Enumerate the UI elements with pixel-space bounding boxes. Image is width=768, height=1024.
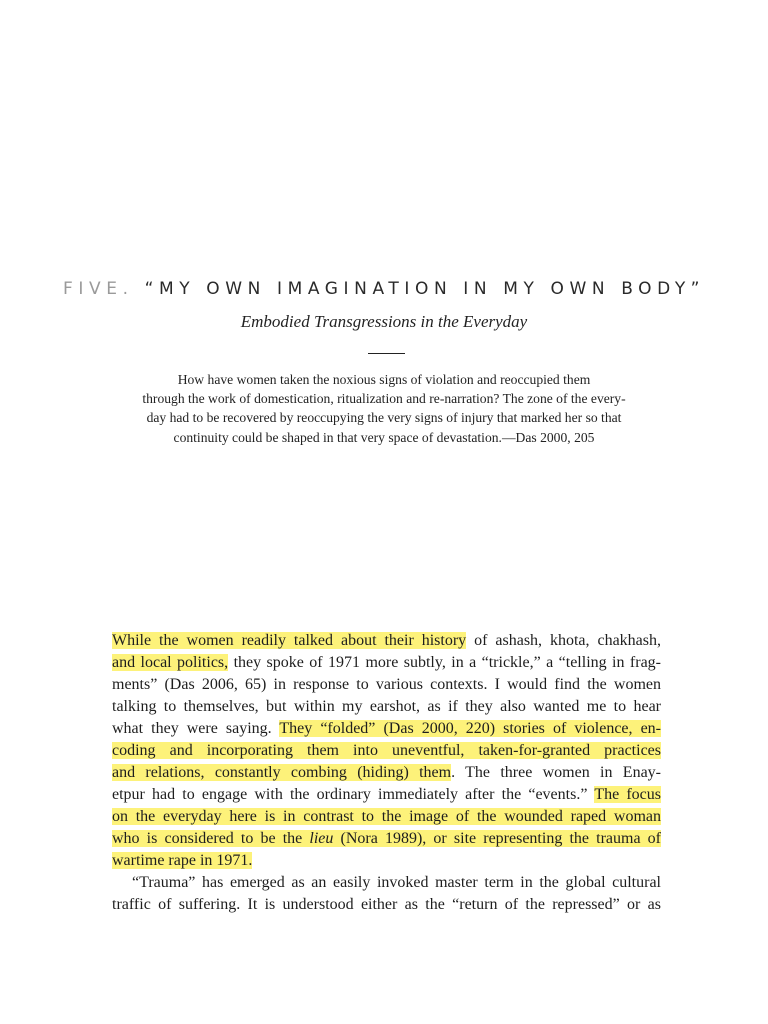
text-line bbox=[112, 718, 661, 740]
highlighted-text[interactable]: and local politics, bbox=[112, 654, 229, 671]
highlighted-text[interactable]: and relations, constantly combing (hiding) them bbox=[112, 764, 452, 781]
text-span: of ashash, khota, chakhash, bbox=[466, 632, 662, 649]
highlighted-text[interactable]: on the everyday here is in contrast to the image of the wounded raped woman bbox=[112, 808, 661, 825]
chapter-heading bbox=[0, 279, 768, 299]
text-line: “Trauma” has emerged as an easily invoked master term in the global cultural bbox=[132, 874, 661, 891]
text-line: ments” (Das 2006, 65) in response to various contexts. I would find the women bbox=[112, 676, 661, 693]
highlighted-text[interactable]: They “folded” (Das 2000, 220) stories of violence, en- bbox=[279, 720, 661, 737]
epigraph-line: How have women taken the noxious signs of violation and reoccupied them bbox=[177, 372, 591, 387]
text-line bbox=[112, 630, 661, 652]
text-span: etpur had to engage with the ordinary immediately after the “events.” bbox=[112, 786, 595, 803]
text-line: talking to themselves, but within my earshot, as if they also wanted me to hear bbox=[112, 698, 661, 715]
highlighted-text[interactable]: The focus bbox=[594, 786, 662, 803]
text-line bbox=[112, 784, 661, 806]
epigraph-line: day had to be recovered by reoccupying the very signs of injury that marked her so that bbox=[146, 410, 622, 426]
text-line bbox=[112, 806, 661, 828]
text-line bbox=[112, 828, 661, 850]
chapter-number: FIVE. bbox=[63, 279, 134, 299]
text-span: (Nora 1989), or site representing the trauma of bbox=[333, 830, 662, 847]
epigraph bbox=[100, 370, 668, 447]
text-line bbox=[112, 850, 661, 872]
chapter-title: “MY OWN IMAGINATION IN MY OWN BODY” bbox=[144, 279, 705, 299]
epigraph-line: through the work of domestication, ritualization and re-narration? The zone of the every- bbox=[142, 391, 626, 407]
text-line bbox=[112, 740, 661, 762]
highlighted-text[interactable] bbox=[112, 830, 661, 847]
section-divider bbox=[368, 353, 405, 354]
highlighted-text[interactable]: coding and incorporating them into uneventful, taken-for-granted practices bbox=[112, 742, 661, 759]
highlighted-text[interactable]: While the women readily talked about their history bbox=[112, 632, 467, 649]
epigraph-line: continuity could be shaped in that very space of devastation.—Das 2000, 205 bbox=[173, 429, 595, 445]
text-line: traffic of suffering. It is understood either as the “return of the repressed” or as bbox=[112, 896, 661, 913]
text-line bbox=[112, 652, 661, 674]
text-span: they spoke of 1971 more subtly, in a “trickle,” a “telling in frag- bbox=[228, 654, 662, 671]
highlighted-text[interactable]: wartime rape in 1971. bbox=[112, 852, 253, 869]
body-text bbox=[112, 630, 661, 916]
text-span: . The three women in Enay- bbox=[451, 764, 662, 781]
italic-term: lieu bbox=[309, 830, 334, 847]
text-span: what they were saying. bbox=[112, 720, 280, 737]
text-span: who is considered to be the bbox=[112, 830, 310, 847]
chapter-subtitle: Embodied Transgressions in the Everyday bbox=[240, 312, 528, 331]
text-line bbox=[112, 762, 661, 784]
